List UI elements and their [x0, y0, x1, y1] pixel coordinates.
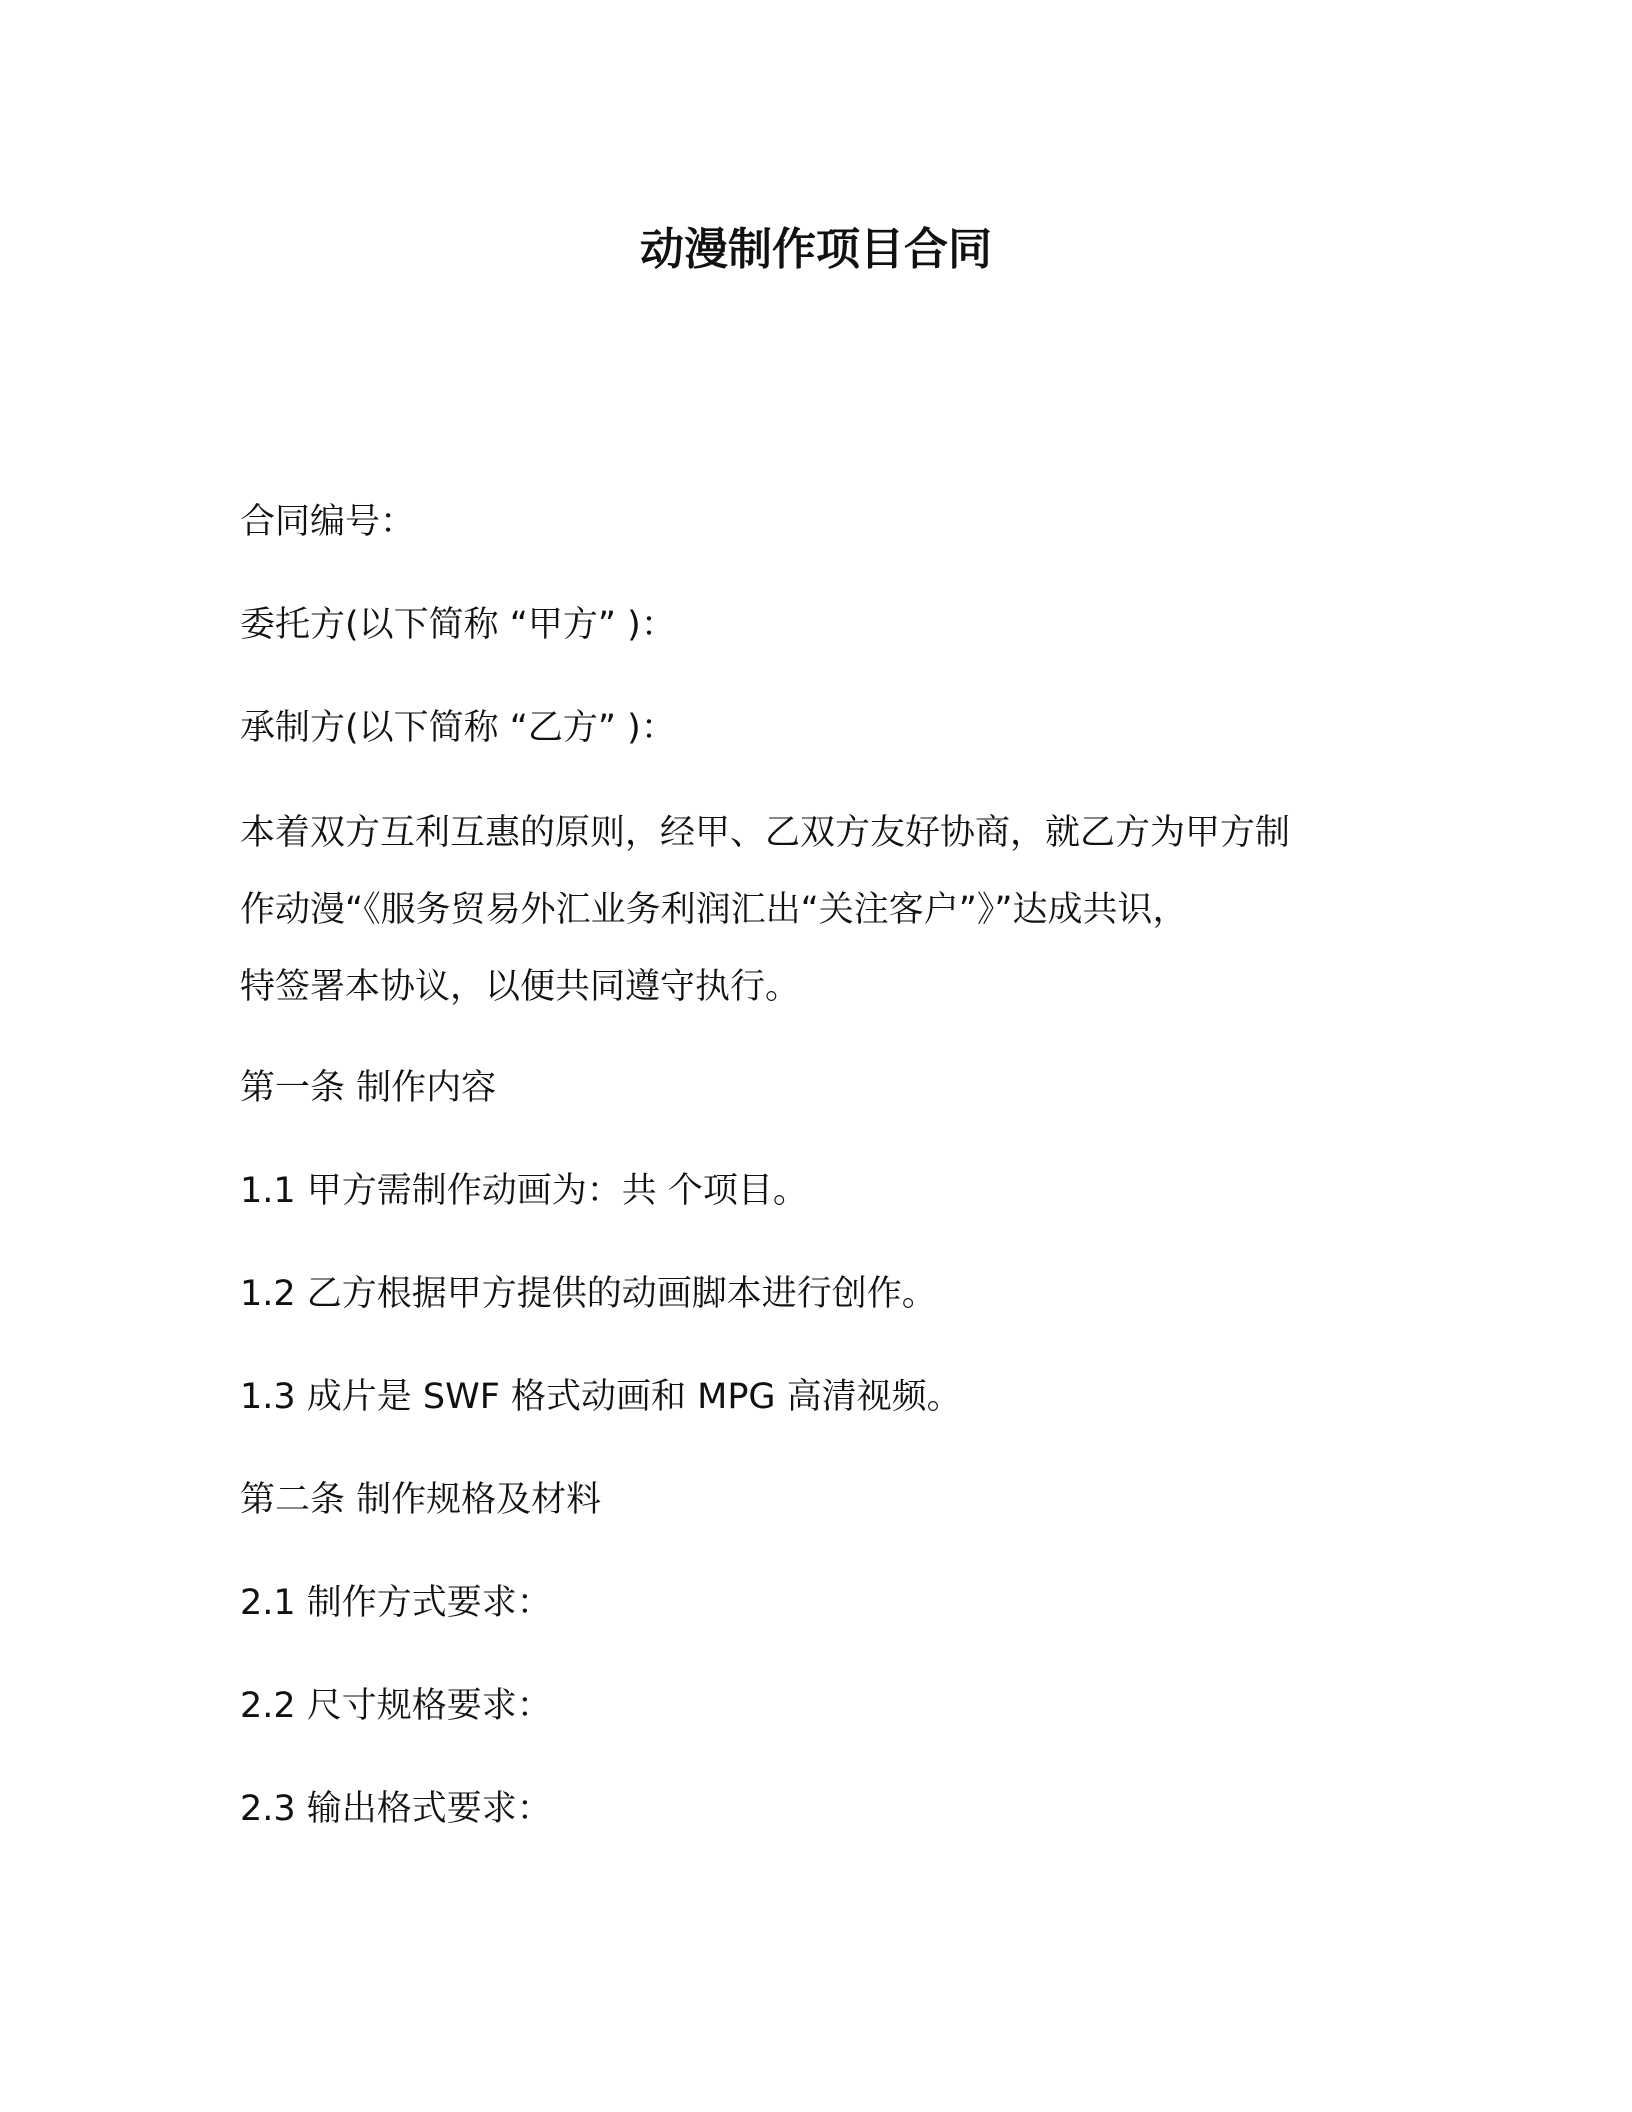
intro-line: 特签署本协议，以便共同遵守执行。: [240, 967, 801, 1007]
document-title: 动漫制作项目合同: [640, 224, 992, 275]
article-1-item: 1.3 成片是 SWF 格式动画和 MPG 高清视频。: [240, 1377, 962, 1417]
article-1-heading: 第一条 制作内容: [240, 1068, 497, 1108]
intro-line: 本着双方互利互惠的原则，经甲、乙双方友好协商，就乙方为甲方制: [240, 813, 1291, 853]
party-b-label: 承制方(以下简称 “乙方” )：: [240, 708, 676, 748]
article-2-item: 2.3 输出格式要求：: [240, 1789, 552, 1829]
party-a-label: 委托方(以下简称 “甲方” )：: [240, 605, 676, 645]
intro-paragraph: [240, 795, 1400, 1026]
intro-line: 作动漫“《服务贸易外汇业务利润汇出“关注客户”》”达成共识，: [240, 890, 1188, 930]
article-2-item: 2.1 制作方式要求：: [240, 1583, 552, 1623]
article-1-item: 1.1 甲方需制作动画为：共 个项目。: [240, 1171, 808, 1211]
article-1-item: 1.2 乙方根据甲方提供的动画脚本进行创作。: [240, 1274, 937, 1314]
article-2-heading: 第二条 制作规格及材料: [240, 1480, 602, 1520]
article-2-item: 2.2 尺寸规格要求：: [240, 1686, 552, 1726]
contract-number-label: 合同编号：: [240, 502, 416, 542]
